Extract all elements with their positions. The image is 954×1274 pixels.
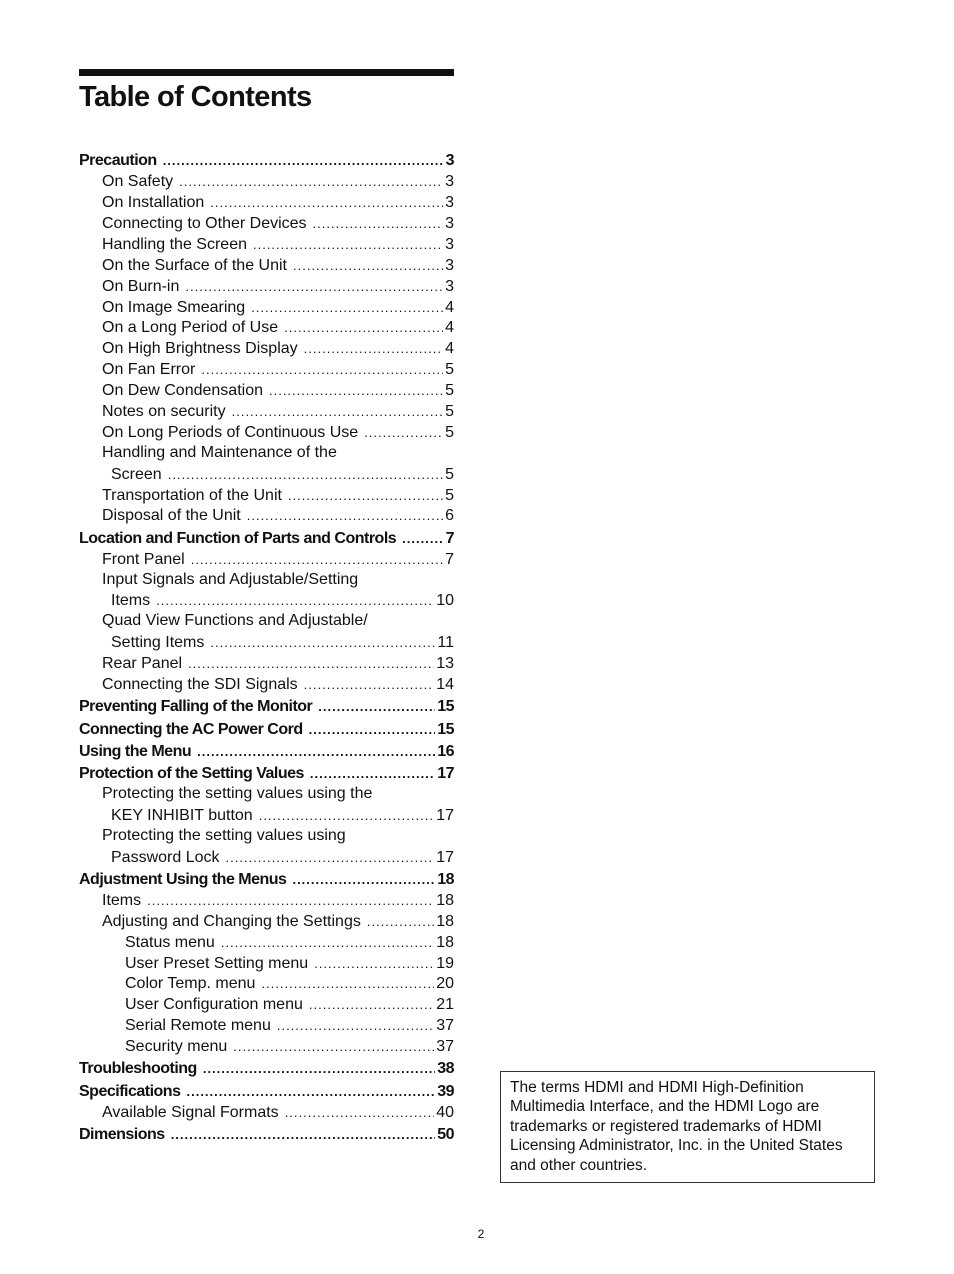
dot-leader bbox=[232, 402, 443, 422]
toc-entry-page: 40 bbox=[436, 1103, 454, 1121]
toc-entry-label: Color Temp. menu bbox=[125, 975, 256, 993]
toc-entry-page: 17 bbox=[437, 765, 454, 783]
toc-entry-label: Notes on security bbox=[102, 402, 226, 420]
toc-entry-page: 3 bbox=[445, 256, 454, 274]
toc-section-entry[interactable] bbox=[79, 234, 454, 255]
toc-entry-label: Security menu bbox=[125, 1038, 228, 1056]
toc-entry-label: Items bbox=[111, 592, 151, 610]
toc-section-entry[interactable] bbox=[79, 422, 454, 443]
toc-section-entry[interactable] bbox=[79, 192, 454, 213]
dot-leader bbox=[310, 763, 435, 784]
toc-entry-page: 20 bbox=[436, 975, 454, 993]
table-of-contents bbox=[79, 149, 454, 1145]
toc-entry-label: Protecting the setting values using the bbox=[102, 785, 373, 803]
toc-entry-page: 19 bbox=[436, 954, 454, 972]
toc-entry-page: 16 bbox=[437, 742, 454, 760]
toc-section-entry[interactable] bbox=[79, 826, 454, 847]
toc-entry-page: 18 bbox=[436, 933, 454, 951]
dot-leader bbox=[156, 591, 434, 611]
toc-entry-label: Protecting the setting values using bbox=[102, 826, 346, 844]
toc-entry-page: 5 bbox=[445, 465, 454, 483]
toc-entry-label: Connecting the SDI Signals bbox=[102, 675, 298, 693]
dot-leader bbox=[251, 298, 443, 318]
dot-leader bbox=[247, 506, 443, 526]
toc-chapter-entry[interactable] bbox=[79, 762, 454, 784]
toc-entry-label: Serial Remote menu bbox=[125, 1017, 271, 1035]
toc-entry-page: 17 bbox=[436, 806, 454, 824]
dot-leader bbox=[163, 150, 444, 171]
dot-leader bbox=[147, 891, 434, 911]
toc-entry-label: Dimensions bbox=[79, 1125, 165, 1143]
toc-entry-page: 5 bbox=[445, 423, 454, 441]
toc-section-entry[interactable] bbox=[79, 611, 454, 632]
toc-entry-page: 50 bbox=[437, 1125, 454, 1143]
toc-chapter-entry[interactable] bbox=[79, 868, 454, 890]
toc-entry-label: Available Signal Formats bbox=[102, 1103, 279, 1121]
toc-entry-label: Input Signals and Adjustable/Setting bbox=[102, 570, 359, 588]
toc-entry-label: On Image Smearing bbox=[102, 298, 246, 316]
toc-entry-label: Protection of the Setting Values bbox=[79, 765, 304, 783]
toc-entry-label: Adjustment Using the Menus bbox=[79, 871, 287, 889]
dot-leader bbox=[197, 741, 435, 762]
dot-leader bbox=[304, 339, 443, 359]
dot-leader bbox=[185, 277, 443, 297]
toc-entry-label: Transportation of the Unit bbox=[102, 486, 282, 504]
toc-entry-page: 11 bbox=[437, 634, 454, 652]
dot-leader bbox=[171, 1124, 436, 1145]
toc-entry-page: 3 bbox=[445, 152, 454, 170]
toc-entry-label: KEY INHIBIT button bbox=[111, 806, 253, 824]
toc-entry-label: User Configuration menu bbox=[125, 996, 303, 1014]
toc-entry-page: 3 bbox=[445, 235, 454, 253]
dot-leader bbox=[364, 423, 443, 443]
toc-chapter-entry[interactable] bbox=[79, 149, 454, 171]
dot-leader bbox=[277, 1016, 434, 1036]
toc-section-entry[interactable] bbox=[79, 506, 454, 527]
toc-section-entry[interactable] bbox=[79, 1036, 454, 1057]
toc-entry-label: On Dew Condensation bbox=[102, 382, 263, 400]
toc-entry-label: On Installation bbox=[102, 194, 205, 212]
toc-entry-page: 3 bbox=[445, 173, 454, 191]
toc-entry-page: 14 bbox=[436, 675, 454, 693]
toc-section-entry[interactable] bbox=[79, 1015, 454, 1036]
toc-section-entry[interactable] bbox=[79, 674, 454, 695]
dot-leader bbox=[188, 654, 434, 674]
dot-leader bbox=[285, 1103, 435, 1123]
dot-leader bbox=[233, 1037, 434, 1057]
toc-entry-label: On the Surface of the Unit bbox=[102, 256, 287, 274]
toc-section-entry[interactable] bbox=[79, 570, 454, 591]
toc-entry-label: Rear Panel bbox=[102, 655, 183, 673]
dot-leader bbox=[402, 528, 443, 549]
toc-entry-label: Screen bbox=[111, 465, 162, 483]
toc-entry-label: On Burn-in bbox=[102, 277, 180, 295]
toc-section-entry[interactable] bbox=[79, 591, 454, 612]
dot-leader bbox=[318, 696, 435, 717]
toc-entry-page: 4 bbox=[445, 298, 454, 316]
toc-section-entry[interactable] bbox=[79, 653, 454, 674]
toc-section-entry[interactable] bbox=[79, 847, 454, 868]
toc-section-entry[interactable] bbox=[79, 276, 454, 297]
dot-leader bbox=[304, 675, 435, 695]
toc-section-entry[interactable] bbox=[79, 443, 454, 464]
toc-entry-page: 10 bbox=[436, 592, 454, 610]
toc-chapter-entry[interactable] bbox=[79, 695, 454, 717]
dot-leader bbox=[269, 381, 443, 401]
dot-leader bbox=[313, 214, 444, 234]
dot-leader bbox=[226, 848, 435, 868]
toc-entry-page: 37 bbox=[436, 1017, 454, 1035]
toc-section-entry[interactable] bbox=[79, 359, 454, 380]
toc-chapter-entry[interactable] bbox=[79, 526, 454, 548]
toc-entry-label: On a Long Period of Use bbox=[102, 319, 279, 337]
toc-entry-label: Connecting to Other Devices bbox=[102, 214, 307, 232]
toc-entry-page: 6 bbox=[445, 507, 454, 525]
title-rule bbox=[79, 69, 454, 76]
dot-leader bbox=[261, 974, 434, 994]
toc-entry-label: Using the Menu bbox=[79, 742, 192, 760]
toc-entry-page: 5 bbox=[445, 486, 454, 504]
dot-leader bbox=[179, 172, 443, 192]
toc-section-entry[interactable] bbox=[79, 784, 454, 805]
toc-section-entry[interactable] bbox=[79, 549, 454, 570]
dot-leader bbox=[309, 995, 434, 1015]
toc-entry-label: Items bbox=[102, 891, 142, 909]
toc-entry-page: 4 bbox=[445, 319, 454, 337]
toc-entry-page: 15 bbox=[437, 698, 454, 716]
toc-chapter-entry[interactable] bbox=[79, 1057, 454, 1079]
dot-leader bbox=[203, 1058, 435, 1079]
toc-section-entry[interactable] bbox=[79, 297, 454, 318]
toc-entry-page: 5 bbox=[445, 382, 454, 400]
toc-entry-label: Adjusting and Changing the Settings bbox=[102, 912, 361, 930]
toc-entry-label: Handling the Screen bbox=[102, 235, 247, 253]
toc-entry-page: 4 bbox=[445, 340, 454, 358]
toc-entry-label: On Long Periods of Continuous Use bbox=[102, 423, 359, 441]
toc-entry-label: Precaution bbox=[79, 152, 157, 170]
toc-entry-label: Password Lock bbox=[111, 848, 220, 866]
toc-entry-label: On Safety bbox=[102, 173, 174, 191]
dot-leader bbox=[284, 318, 443, 338]
toc-section-entry[interactable] bbox=[79, 932, 454, 953]
toc-chapter-entry[interactable] bbox=[79, 1123, 454, 1145]
toc-section-entry[interactable] bbox=[79, 953, 454, 974]
toc-section-entry[interactable] bbox=[79, 171, 454, 192]
toc-entry-page: 5 bbox=[445, 402, 454, 420]
toc-entry-label: Preventing Falling of the Monitor bbox=[79, 698, 313, 716]
dot-leader bbox=[201, 360, 443, 380]
toc-entry-page: 37 bbox=[436, 1038, 454, 1056]
toc-section-entry[interactable] bbox=[79, 318, 454, 339]
page-title: Table of Contents bbox=[79, 81, 312, 113]
toc-entry-page: 39 bbox=[437, 1082, 454, 1100]
toc-section-entry[interactable] bbox=[79, 632, 454, 653]
toc-section-entry[interactable] bbox=[79, 890, 454, 911]
toc-entry-label: Specifications bbox=[79, 1082, 181, 1100]
toc-entry-page: 5 bbox=[445, 361, 454, 379]
toc-entry-label: Front Panel bbox=[102, 550, 185, 568]
dot-leader bbox=[221, 933, 434, 953]
trademark-notice: The terms HDMI and HDMI High-Definition Multimedia Interface, and the HDMI Logo are trademarks or registered trademarks of HDMI Licensing Administrator, Inc. in the United States and other countries. bbox=[500, 1071, 875, 1183]
dot-leader bbox=[168, 465, 443, 485]
toc-entry-page: 3 bbox=[445, 214, 454, 232]
toc-section-entry[interactable] bbox=[79, 380, 454, 401]
dot-leader bbox=[367, 912, 434, 932]
toc-entry-label: Handling and Maintenance of the bbox=[102, 443, 337, 461]
toc-section-entry[interactable] bbox=[79, 464, 454, 485]
toc-entry-label: Quad View Functions and Adjustable/ bbox=[102, 612, 368, 630]
toc-chapter-entry[interactable] bbox=[79, 1079, 454, 1101]
toc-entry-label: Troubleshooting bbox=[79, 1060, 197, 1078]
toc-chapter-entry[interactable] bbox=[79, 740, 454, 762]
toc-section-entry[interactable] bbox=[79, 805, 454, 826]
toc-section-entry[interactable] bbox=[79, 255, 454, 276]
toc-entry-label: On High Brightness Display bbox=[102, 340, 298, 358]
toc-entry-page: 7 bbox=[445, 550, 454, 568]
toc-section-entry[interactable] bbox=[79, 401, 454, 422]
toc-section-entry[interactable] bbox=[79, 1102, 454, 1123]
dot-leader bbox=[259, 806, 435, 826]
dot-leader bbox=[253, 235, 443, 255]
toc-section-entry[interactable] bbox=[79, 974, 454, 995]
toc-entry-page: 38 bbox=[437, 1060, 454, 1078]
dot-leader bbox=[288, 486, 443, 506]
toc-section-entry[interactable] bbox=[79, 338, 454, 359]
toc-entry-page: 3 bbox=[445, 277, 454, 295]
toc-section-entry[interactable] bbox=[79, 485, 454, 506]
dot-leader bbox=[314, 954, 434, 974]
dot-leader bbox=[210, 193, 443, 213]
toc-chapter-entry[interactable] bbox=[79, 717, 454, 739]
toc-entry-label: On Fan Error bbox=[102, 361, 196, 379]
toc-entry-label: Status menu bbox=[125, 933, 215, 951]
dot-leader bbox=[191, 550, 443, 570]
toc-entry-page: 17 bbox=[436, 848, 454, 866]
toc-entry-label: Location and Function of Parts and Controls bbox=[79, 529, 397, 547]
page-number: 2 bbox=[477, 1227, 485, 1241]
toc-section-entry[interactable] bbox=[79, 994, 454, 1015]
toc-entry-page: 15 bbox=[437, 720, 454, 738]
toc-entry-page: 18 bbox=[436, 912, 454, 930]
toc-entry-page: 13 bbox=[436, 655, 454, 673]
dot-leader bbox=[210, 633, 435, 653]
toc-entry-page: 3 bbox=[445, 194, 454, 212]
toc-entry-label: User Preset Setting menu bbox=[125, 954, 309, 972]
toc-section-entry[interactable] bbox=[79, 213, 454, 234]
toc-section-entry[interactable] bbox=[79, 911, 454, 932]
dot-leader bbox=[293, 256, 443, 276]
toc-entry-page: 18 bbox=[437, 871, 454, 889]
dot-leader bbox=[309, 719, 436, 740]
toc-entry-label: Setting Items bbox=[111, 634, 205, 652]
toc-entry-page: 7 bbox=[445, 529, 454, 547]
dot-leader bbox=[292, 869, 435, 890]
toc-entry-page: 18 bbox=[436, 891, 454, 909]
toc-entry-label: Connecting the AC Power Cord bbox=[79, 720, 303, 738]
toc-entry-page: 21 bbox=[436, 996, 454, 1014]
dot-leader bbox=[186, 1081, 435, 1102]
toc-entry-label: Disposal of the Unit bbox=[102, 507, 241, 525]
